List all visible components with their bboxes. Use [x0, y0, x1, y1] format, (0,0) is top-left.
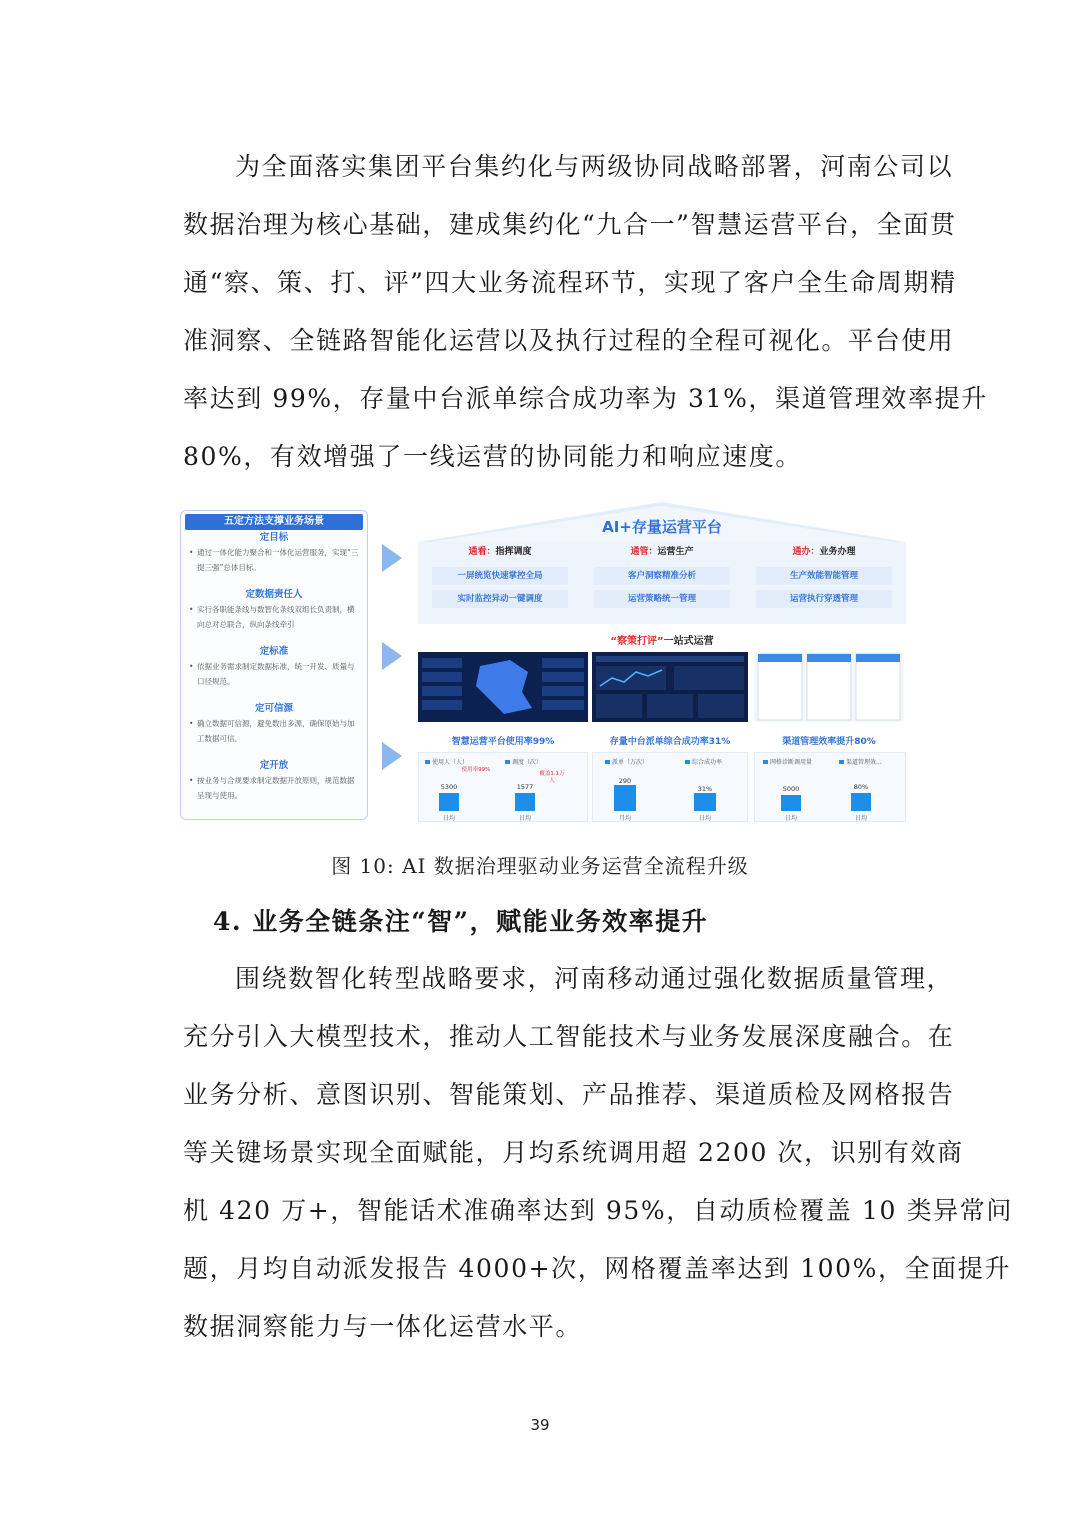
paragraph-line: 80%，有效增强了一线运营的协同能力和响应速度。 [183, 442, 802, 471]
stat-title: 渠道管理效率提升80% [782, 737, 876, 747]
bar-value: 1577 [516, 783, 534, 791]
figure-diagram [172, 502, 906, 828]
arrow-right-icon [382, 544, 402, 572]
legend-item: 网格诊断调用量 [763, 757, 812, 766]
stat-chart [592, 752, 748, 822]
method-item [189, 701, 359, 748]
bar [851, 793, 871, 811]
method-title: 定数据责任人 [245, 589, 303, 600]
legend-item: 渠道管理效... [839, 757, 882, 766]
one-stop-title [418, 632, 906, 647]
bar-value: 290 [618, 777, 632, 785]
dashboard-map-screenshot [418, 652, 588, 722]
method-title: 定标准 [259, 646, 289, 657]
method-text: • 依据业务需求制定数据标准，统一开发、质量与口径规范。 [189, 659, 359, 691]
method-text: • 通过一体化能力聚合和一体化运营服务，实现“三提三强”总体目标。 [189, 545, 359, 577]
platform-capabilities [418, 542, 906, 624]
legend-item: 调度（次） [505, 757, 542, 766]
column-head-highlight: 通办： [792, 547, 820, 557]
bar [614, 785, 636, 811]
paragraph-line: 等关键场景实现全面赋能，月均系统调用超 2200 次，识别有效商 [183, 1138, 964, 1167]
legend-item: 综合成功率 [685, 757, 722, 766]
capability-pill: 生产效能智能管理 [756, 567, 892, 585]
paragraph-line: 题，月均自动派发报告 4000+次，网格覆盖率达到 100%，全面提升 [183, 1254, 1011, 1283]
capability-pill: 一屏统览快速掌控全局 [432, 567, 568, 585]
paragraph-line: 数据治理为核心基础，建成集约化“九合一”智慧运营平台，全面贯 [183, 210, 957, 239]
bar-label: 日均 [442, 815, 455, 822]
stat-chart [754, 752, 906, 822]
capability-column [744, 542, 904, 624]
stat-note: 覆盖1.1万人 [539, 771, 565, 784]
one-stop-text: 一站式运营 [663, 636, 714, 647]
column-head-highlight: 通管： [630, 547, 658, 557]
capability-pill: 运营执行穿透管理 [756, 590, 892, 608]
panel-title: 五定方法支撑业务场景 [185, 514, 363, 530]
capability-pill: 客户洞察精准分析 [594, 567, 730, 585]
bar-value: 5300 [440, 783, 458, 791]
paragraph-line: 充分引入大模型技术，推动人工智能技术与业务发展深度融合。在 [183, 1022, 955, 1051]
bar-label: 日均 [854, 815, 867, 822]
bar-label: 日均 [518, 815, 531, 822]
page-number: 39 [530, 1416, 550, 1434]
one-stop-highlight: “察策打评” [610, 636, 664, 647]
stat-note: 使用率99% [461, 767, 491, 773]
figure-caption: 图 10: AI 数据治理驱动业务运营全流程升级 [331, 854, 749, 878]
method-title: 定可信源 [254, 703, 293, 714]
bar [781, 795, 801, 811]
arrow-right-icon [382, 742, 402, 770]
column-head [744, 542, 904, 562]
stat-title: 智慧运营平台使用率99% [451, 737, 555, 747]
bar-label: 日均 [784, 815, 797, 822]
paragraph-line: 围绕数智化转型战略要求，河南移动通过强化数据质量管理， [235, 964, 954, 993]
capability-pill: 实时监控异动一键调度 [432, 590, 568, 608]
method-item [189, 758, 359, 805]
bar [694, 793, 716, 811]
stat-title: 存量中台派单综合成功率31% [609, 737, 731, 747]
mobile-app-screenshot [754, 652, 904, 722]
column-head [420, 542, 580, 562]
paragraph-line: 准洞察、全链路智能化运营以及执行过程的全程可视化。平台使用 [183, 326, 955, 355]
bar-value: 31% [697, 785, 713, 793]
bar [515, 793, 535, 811]
bar-label: 月均 [618, 815, 631, 822]
arrow-right-icon [382, 642, 402, 670]
bar-label: 日均 [698, 815, 711, 822]
paragraph-line: 机 420 万+，智能话术准确率达到 95%，自动质检覆盖 10 类异常问 [183, 1196, 1013, 1225]
bar-value: 80% [853, 783, 869, 791]
method-text: • 实行各职能条线与数智化条线双组长负责制，横向总对总联合，纵向条线牵引 [189, 602, 359, 634]
capability-column [582, 542, 742, 624]
paragraph-line: 率达到 99%，存量中台派单综合成功率为 31%，渠道管理效率提升 [183, 384, 988, 413]
paragraph-2 [183, 950, 1013, 1356]
method-item [189, 587, 359, 634]
bar-value: 5000 [782, 785, 800, 793]
paragraph-1 [183, 138, 988, 486]
method-item [189, 530, 359, 577]
method-text: • 确立数据可信源，避免数出多源，确保原始与加工数据可信。 [189, 716, 359, 748]
paragraph-line: 通“察、策、打、评”四大业务流程环节，实现了客户全生命周期精 [183, 268, 957, 297]
paragraph-line: 数据洞察能力与一体化运营水平。 [183, 1312, 583, 1341]
column-head-highlight: 通看： [468, 547, 496, 557]
method-title: 定开放 [259, 760, 289, 771]
bar [439, 793, 459, 811]
legend-item: 派单（万次） [605, 757, 648, 766]
method-item [189, 644, 359, 691]
column-head [582, 542, 742, 562]
capability-column [420, 542, 580, 624]
method-text: • 按业务与合规要求制定数据开放原则，规范数据呈现与使用。 [189, 773, 359, 805]
platform-title: AI+存量运营平台 [602, 518, 722, 536]
dashboard-charts-screenshot [592, 652, 748, 722]
capability-pill: 运营策略统一管理 [594, 590, 730, 608]
column-head-text: 指挥调度 [495, 547, 532, 557]
method-title: 定目标 [259, 532, 289, 543]
five-methods-panel [180, 510, 368, 820]
legend-item: 使用人（人） [425, 757, 468, 766]
column-head-text: 业务办理 [819, 547, 856, 557]
paragraph-line: 业务分析、意图识别、智能策划、产品推荐、渠道质检及网格报告 [183, 1080, 955, 1109]
paragraph-line: 为全面落实集团平台集约化与两级协同战略部署，河南公司以 [235, 152, 954, 181]
stat-chart [418, 752, 588, 822]
section-heading: 4. 业务全链条注“智”，赋能业务效率提升 [213, 907, 709, 936]
column-head-text: 运营生产 [657, 547, 694, 557]
